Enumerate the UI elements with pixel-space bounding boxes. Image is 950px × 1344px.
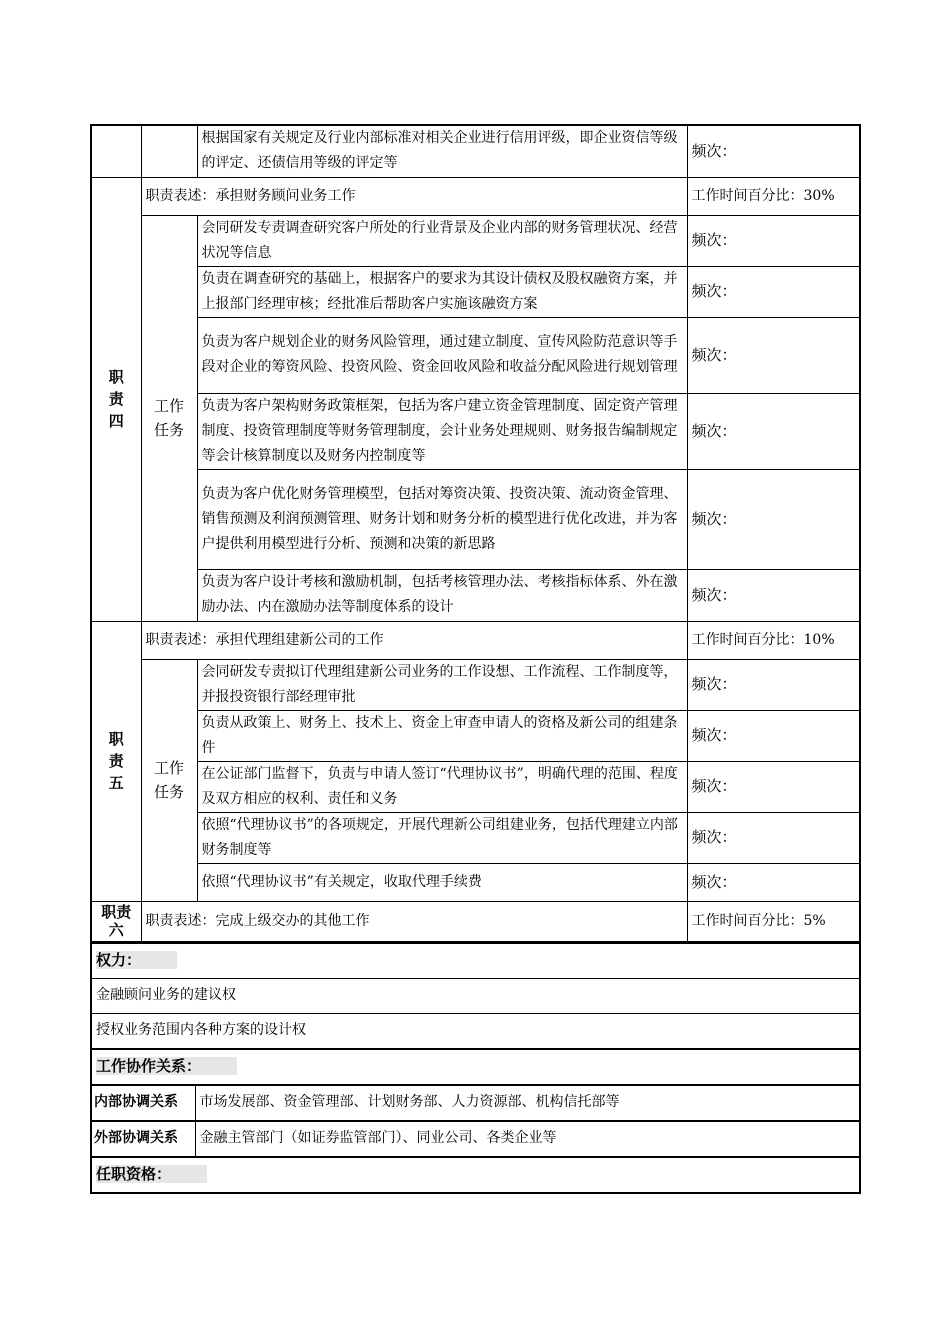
- task-frequency: 频次：: [687, 469, 860, 569]
- task-text: 负责从政策上、财务上、技术上、资金上审查申请人的资格及新公司的组建条件: [197, 710, 687, 761]
- task-frequency: 频次：: [687, 215, 860, 266]
- external-relation-row: [91, 1121, 860, 1157]
- task-text: 会同研发专责调查研究客户所处的行业背景及企业内部的财务管理状况、经营状况等信息: [197, 215, 687, 266]
- power-item-row: [91, 1013, 860, 1049]
- duty-desc-row: [91, 901, 860, 941]
- task-row: [91, 569, 860, 621]
- task-row: [91, 812, 860, 863]
- duty-description: 职责表述：完成上级交办的其他工作: [141, 901, 687, 941]
- task-row: [91, 710, 860, 761]
- task-frequency: 频次：: [687, 569, 860, 621]
- task-text: 依照“代理协议书”的各项规定，开展代理新公司组建业务，包括代理建立内部财务制度等: [197, 812, 687, 863]
- task-frequency: 频次：: [687, 710, 860, 761]
- task-row: [91, 659, 860, 710]
- task-text: 负责在调查研究的基础上，根据客户的要求为其设计债权及股权融资方案，并上报部门经理审核；经批准后帮助客户实施该融资方案: [197, 266, 687, 317]
- job-description-page: [90, 124, 859, 1194]
- task-text: 在公证部门监督下，负责与申请人签订“代理协议书”，明确代理的范围、程度及双方相应的权利、责任和义务: [197, 761, 687, 812]
- power-title: 权力：: [91, 943, 860, 979]
- duty-desc-row: [91, 177, 860, 215]
- internal-relation-label: 内部协调关系: [91, 1085, 195, 1121]
- task-text: 负责为客户规划企业的财务风险管理，通过建立制度、宣传风险防范意识等手段对企业的筹资风险、投资风险、资金回收风险和收益分配风险进行规划管理: [197, 317, 687, 393]
- task-frequency: 频次：: [687, 863, 860, 901]
- task-frequency: 频次：: [687, 125, 860, 177]
- work-time-percentage: 工作时间百分比：5%: [687, 901, 860, 941]
- external-relation-value: 金融主管部门（如证券监管部门）、同业公司、各类企业等: [195, 1121, 860, 1157]
- task-text: 负责为客户优化财务管理模型，包括对筹资决策、投资决策、流动资金管理、销售预测及利润预测管理、财务计划和财务分析的模型进行优化改进，并为客户提供利用模型进行分析、预测和决策的新思路: [197, 469, 687, 569]
- power-header-row: [91, 943, 860, 979]
- task-text: 依照“代理协议书”有关规定，收取代理手续费: [197, 863, 687, 901]
- duty-description: 职责表述：承担财务顾问业务工作: [141, 177, 687, 215]
- task-row: [91, 266, 860, 317]
- task-text: 负责为客户设计考核和激励机制，包括考核管理办法、考核指标体系、外在激励办法、内在激励办法等制度体系的设计: [197, 569, 687, 621]
- task-row: [91, 761, 860, 812]
- qualification-header-row: [91, 1157, 860, 1193]
- work-time-percentage: 工作时间百分比：30%: [687, 177, 860, 215]
- task-label-empty: [141, 125, 197, 177]
- task-row: [91, 125, 860, 177]
- duty-six-label: 职责 六: [91, 901, 141, 941]
- task-text: 根据国家有关规定及行业内部标准对相关企业进行信用评级，即企业资信等级的评定、还债信用等级的评定等: [197, 125, 687, 177]
- task-frequency: 频次：: [687, 393, 860, 469]
- task-label: 工作 任务: [141, 215, 197, 621]
- power-item: 金融顾问业务的建议权: [91, 978, 860, 1013]
- task-text: 负责为客户架构财务政策框架，包括为客户建立资金管理制度、固定资产管理制度、投资管理制度等财务管理制度，会计业务处理规则、财务报告编制规定等会计核算制度以及财务内控制度等: [197, 393, 687, 469]
- task-row: [91, 393, 860, 469]
- task-row: [91, 215, 860, 266]
- task-frequency: 频次：: [687, 266, 860, 317]
- task-frequency: 频次：: [687, 659, 860, 710]
- internal-relation-row: [91, 1085, 860, 1121]
- power-item: 授权业务范围内各种方案的设计权: [91, 1013, 860, 1049]
- duty-description: 职责表述：承担代理组建新公司的工作: [141, 621, 687, 659]
- qualification-title: 任职资格：: [91, 1157, 860, 1193]
- task-label: 工作 任务: [141, 659, 197, 901]
- power-item-row: [91, 978, 860, 1013]
- task-frequency: 频次：: [687, 317, 860, 393]
- external-relation-label: 外部协调关系: [91, 1121, 195, 1157]
- cooperation-title: 工作协作关系：: [91, 1049, 860, 1085]
- task-frequency: 频次：: [687, 761, 860, 812]
- task-row: [91, 469, 860, 569]
- duties-table: [90, 124, 861, 942]
- task-text: 会同研发专责拟订代理组建新公司业务的工作设想、工作流程、工作制度等，并报投资银行部经理审批: [197, 659, 687, 710]
- duty-four-label: 职 责 四: [91, 177, 141, 621]
- task-row: [91, 317, 860, 393]
- duty-desc-row: [91, 621, 860, 659]
- details-table: [90, 942, 861, 1194]
- cooperation-header-row: [91, 1049, 860, 1085]
- internal-relation-value: 市场发展部、资金管理部、计划财务部、人力资源部、机构信托部等: [195, 1085, 860, 1121]
- task-frequency: 频次：: [687, 812, 860, 863]
- task-row: [91, 863, 860, 901]
- work-time-percentage: 工作时间百分比：10%: [687, 621, 860, 659]
- duty-label-empty: [91, 125, 141, 177]
- duty-five-label: 职 责 五: [91, 621, 141, 901]
